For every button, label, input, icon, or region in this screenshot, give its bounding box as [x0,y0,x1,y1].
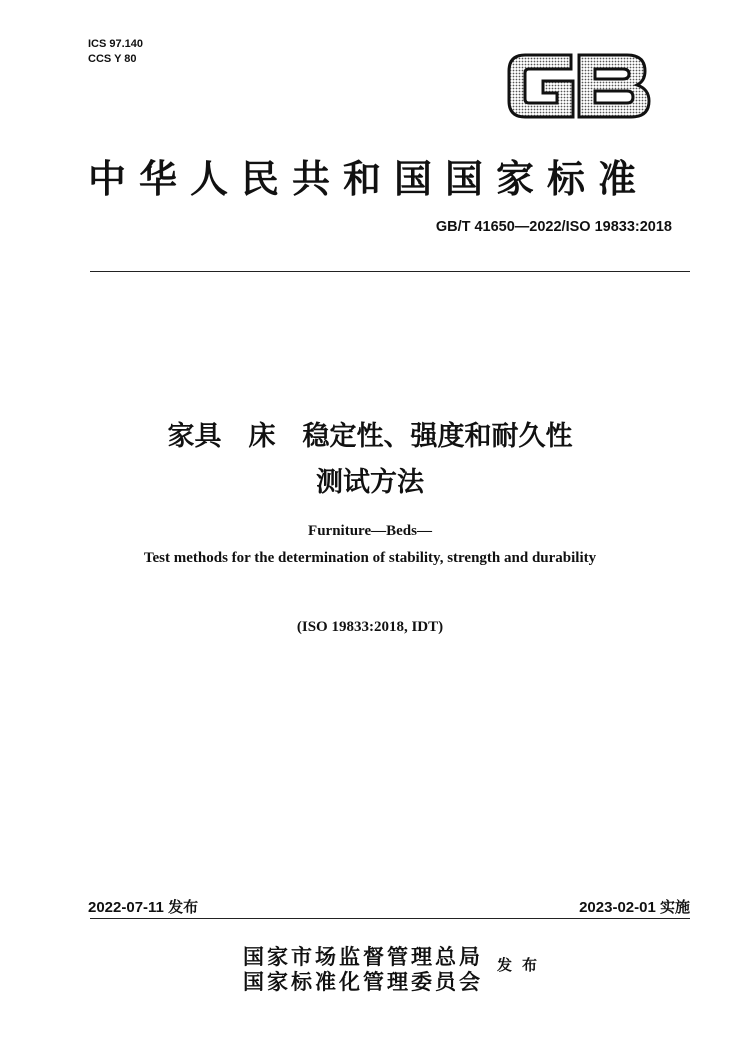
ics-code: ICS 97.140 [88,38,144,50]
iso-reference: (ISO 19833:2018, IDT) [296,619,444,635]
issuer-sac: 国家标准化管理委员会 [243,969,483,994]
implement-date: 2023-02-01 实施 [579,899,690,916]
classification-codes [88,37,143,67]
issuer-samr: 国家市场监督管理总局 [243,944,483,969]
title-cn-line2: 测试方法 [316,467,424,498]
bottom-divider [90,918,690,919]
ccs-code: CCS Y 80 [88,53,137,65]
issue-label: 发布 [497,956,548,974]
publish-date: 2022-07-11 发布 [88,899,199,916]
top-divider [90,271,690,272]
title-en-line1: Furniture—Beds— [308,523,432,539]
gb-logo [503,45,653,125]
national-standard-title: 中华人民共和国国家标准 [88,157,650,201]
gb-logo-icon [503,45,653,125]
title-en-line2: Test methods for the determination of stability, strength and durability [143,550,597,566]
title-cn-line1: 家具 床 稳定性、强度和耐久性 [167,421,573,452]
standard-number: GB/T 41650—2022/ISO 19833:2018 [435,219,672,235]
